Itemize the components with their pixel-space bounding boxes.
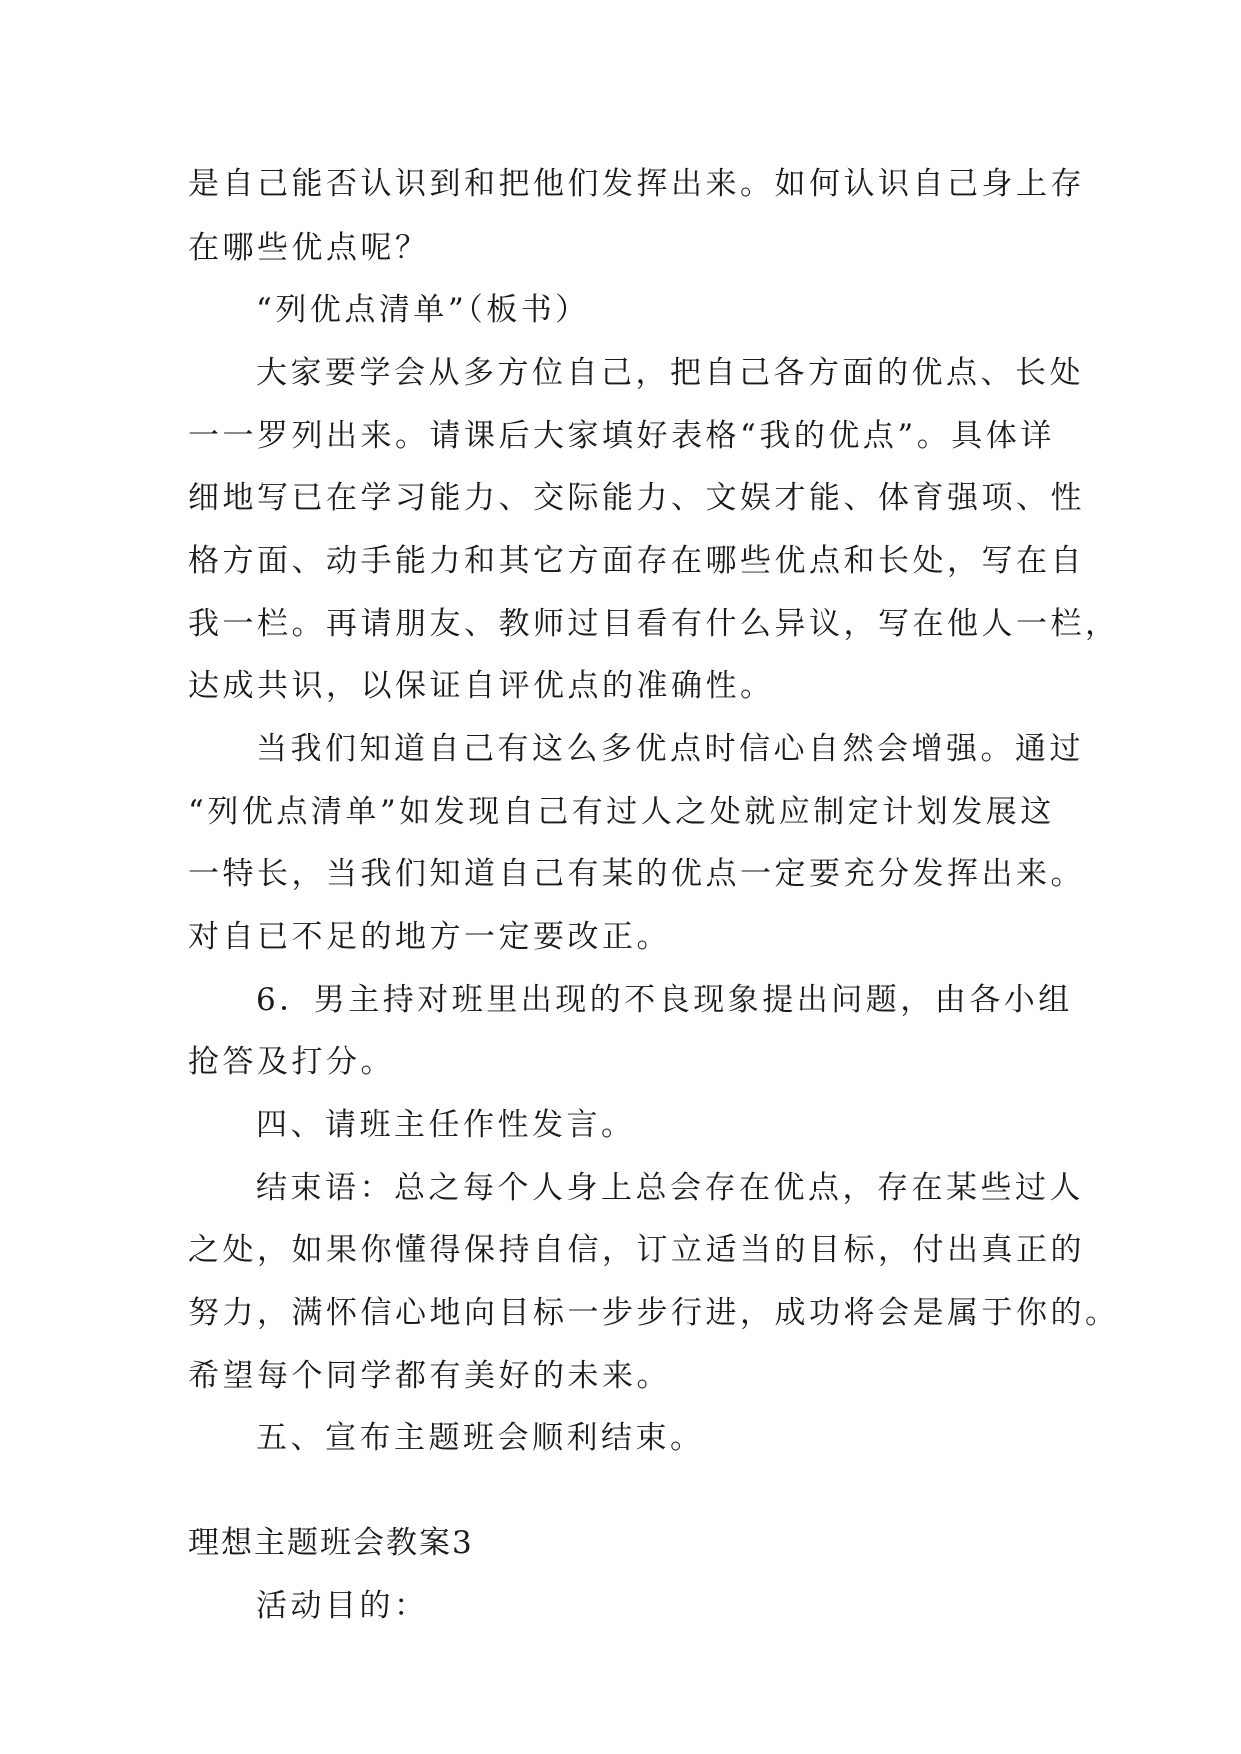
paragraph-line: 达成共识，以保证自评优点的准确性。 [188, 668, 775, 704]
paragraph-line: “列优点清单”（板书） [256, 292, 590, 328]
paragraph-line: 之处，如果你懂得保持自信，订立适当的目标，付出真正的 [188, 1232, 1085, 1268]
paragraph-line: 6．男主持对班里出现的不良现象提出问题，由各小组 [256, 982, 1073, 1018]
paragraph-line: 努力，满怀信心地向目标一步步行进，成功将会是属于你的。 [188, 1295, 1120, 1331]
paragraph-line: “列优点清单”如发现自己有过人之处就应制定计划发展这 [188, 794, 1055, 830]
paragraph-line: 希望每个同学都有美好的未来。 [188, 1358, 671, 1394]
paragraph-line: 大家要学会从多方位自己，把自己各方面的优点、长处 [256, 355, 1084, 391]
paragraph-line: 细地写已在学习能力、交际能力、文娱才能、体育强项、性 [188, 480, 1085, 516]
paragraph-line: 抢答及打分。 [188, 1044, 395, 1080]
paragraph-line: 一特长，当我们知道自己有某的优点一定要充分发挥出来。 [188, 856, 1085, 892]
paragraph-line: 活动目的： [256, 1588, 429, 1624]
paragraph-line: 当我们知道自己有这么多优点时信心自然会增强。通过 [256, 731, 1084, 767]
paragraph-line: 五、宣布主题班会顺利结束。 [256, 1420, 705, 1456]
paragraph-line: 格方面、动手能力和其它方面存在哪些优点和长处，写在自 [188, 543, 1085, 579]
paragraph-line: 结束语：总之每个人身上总会存在优点，存在某些过人 [256, 1170, 1084, 1206]
paragraph-line: 对自已不足的地方一定要改正。 [188, 919, 671, 955]
paragraph-line: 我一栏。再请朋友、教师过目看有什么异议，写在他人一栏， [188, 606, 1120, 642]
paragraph-line: 一一罗列出来。请课后大家填好表格“我的优点”。具体详 [188, 418, 1055, 454]
paragraph-line: 在哪些优点呢？ [188, 230, 430, 266]
section-title: 理想主题班会教案3 [188, 1525, 474, 1561]
paragraph-line: 四、请班主任作性发言。 [256, 1107, 636, 1143]
paragraph-line: 是自己能否认识到和把他们发挥出来。如何认识自己身上存 [188, 166, 1085, 202]
